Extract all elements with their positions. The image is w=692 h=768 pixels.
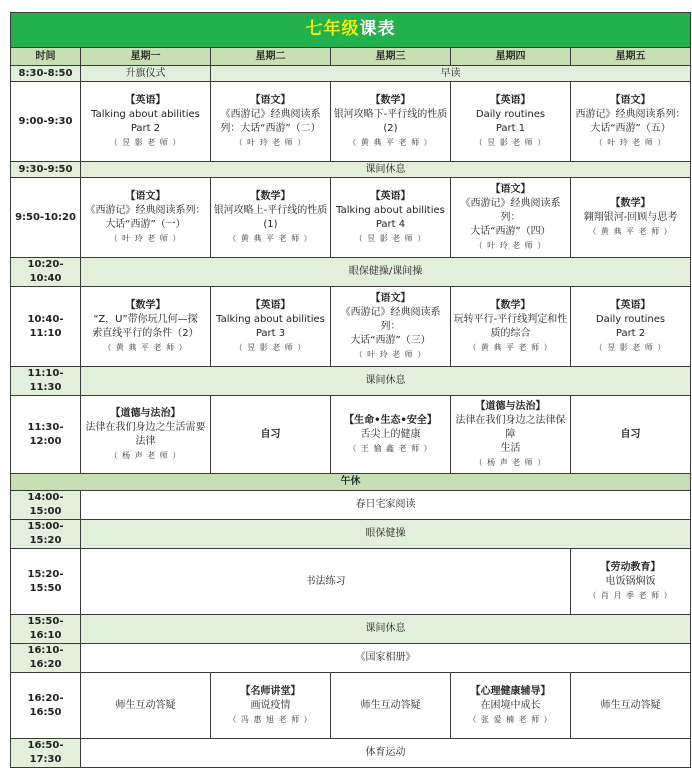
activity-cell: 课间休息 bbox=[81, 162, 691, 178]
header-tue: 星期二 bbox=[211, 48, 331, 66]
header-mon: 星期一 bbox=[81, 48, 211, 66]
activity-cell: 自习 bbox=[211, 396, 331, 474]
lesson-cell: 【数学】 银河攻略下-平行线的性质 (2) （ 黄 典 平 老 师 ） bbox=[331, 82, 451, 162]
time-cell: 14:00-15:00 bbox=[11, 491, 81, 520]
time-cell: 15:20-15:50 bbox=[11, 549, 81, 615]
table-row bbox=[11, 258, 691, 287]
time-cell: 9:50-10:20 bbox=[11, 178, 81, 258]
timetable bbox=[10, 12, 691, 768]
activity-cell: 升旗仪式 bbox=[81, 66, 211, 82]
table-row bbox=[11, 520, 691, 549]
lesson-cell: 【道德与法治】 法律在我们身边之生活需要 法律 （ 杨 声 老 师 ） bbox=[81, 396, 211, 474]
lesson-cell: 【英语】 Talking about abilities Part 4 （ 昱 影 老 师 ） bbox=[331, 178, 451, 258]
activity-cell: 师生互动答疑 bbox=[331, 673, 451, 739]
activity-cell: 师生互动答疑 bbox=[571, 673, 691, 739]
time-cell: 11:30-12:00 bbox=[11, 396, 81, 474]
time-cell: 15:50-16:10 bbox=[11, 615, 81, 644]
table-row bbox=[11, 178, 691, 258]
activity-cell: 早读 bbox=[211, 66, 691, 82]
table-row bbox=[11, 615, 691, 644]
lesson-cell: 【名师讲堂】 画说疫情 （ 冯 惠 旭 老 师 ） bbox=[211, 673, 331, 739]
lesson-cell: 【英语】 Daily routines Part 1 （ 昱 影 老 师 ） bbox=[451, 82, 571, 162]
lesson-cell: 【英语】 Talking about abilities Part 3 （ 昱 影 老 师 ） bbox=[211, 287, 331, 367]
time-cell: 16:10-16:20 bbox=[11, 644, 81, 673]
table-row bbox=[11, 66, 691, 82]
header-fri: 星期五 bbox=[571, 48, 691, 66]
table-row bbox=[11, 367, 691, 396]
table-row bbox=[11, 162, 691, 178]
lesson-cell: 【生命•生态•安全】 舌尖上的健康 （ 王 愉 鑫 老 师 ） bbox=[331, 396, 451, 474]
time-cell: 9:00-9:30 bbox=[11, 82, 81, 162]
activity-cell: 体育运动 bbox=[81, 739, 691, 768]
table-row bbox=[11, 549, 691, 615]
activity-cell: 自习 bbox=[571, 396, 691, 474]
lesson-cell: 【语文】 《西游记》经典阅读系列： 大话“西游”（一） （ 叶 玲 老 师 ） bbox=[81, 178, 211, 258]
activity-cell: 眼保健操 bbox=[81, 520, 691, 549]
time-cell: 10:20-10:40 bbox=[11, 258, 81, 287]
lesson-cell: 【数学】 “Z，U”带你玩几何—探 索直线平行的条件（2） （ 黄 典 平 老 师 ） bbox=[81, 287, 211, 367]
lesson-cell: 【语文】 西游记》经典阅读系列： 大话“西游”（五） （ 叶 玲 老 师 ） bbox=[571, 82, 691, 162]
header-thu: 星期四 bbox=[451, 48, 571, 66]
header-row bbox=[11, 48, 691, 66]
time-cell: 9:30-9:50 bbox=[11, 162, 81, 178]
lesson-cell: 【语文】 《西游记》经典阅读系列： 大话“西游”（三） （ 叶 玲 老 师 ） bbox=[331, 287, 451, 367]
table-row bbox=[11, 739, 691, 768]
lesson-cell: 【英语】 Daily routines Part 2 （ 昱 影 老 师 ） bbox=[571, 287, 691, 367]
title-banner bbox=[11, 13, 691, 48]
activity-cell: 春日宅家阅读 bbox=[81, 491, 691, 520]
table-row bbox=[11, 474, 691, 491]
header-time: 时间 bbox=[11, 48, 81, 66]
activity-cell: 眼保健操/课间操 bbox=[81, 258, 691, 287]
table-row bbox=[11, 287, 691, 367]
lesson-cell: 【语文】 《西游记》经典阅读系列： 大话“西游”（四） （ 叶 玲 老 师 ） bbox=[451, 178, 571, 258]
lesson-cell: 【数学】 翱翔银河-回顾与思考 （ 黄 典 平 老 师 ） bbox=[571, 178, 691, 258]
activity-cell: 《国家相册》 bbox=[81, 644, 691, 673]
lesson-cell: 【数学】 银河攻略上-平行线的性质 (1) （ 黄 典 平 老 师 ） bbox=[211, 178, 331, 258]
time-cell: 15:00-15:20 bbox=[11, 520, 81, 549]
time-cell: 10:40-11:10 bbox=[11, 287, 81, 367]
lunch-break: 午休 bbox=[11, 474, 691, 491]
lesson-cell: 【劳动教育】 电饭锅焖饭 （ 肖 月 季 老 师 ） bbox=[571, 549, 691, 615]
page-title: 七年级课表 bbox=[305, 18, 396, 39]
time-cell: 16:20-16:50 bbox=[11, 673, 81, 739]
lesson-cell: 【英语】 Talking about abilities Part 2 （ 昱 影 老 师 ） bbox=[81, 82, 211, 162]
time-cell: 8:30-8:50 bbox=[11, 66, 81, 82]
table-row bbox=[11, 644, 691, 673]
activity-cell: 师生互动答疑 bbox=[81, 673, 211, 739]
time-cell: 11:10-11:30 bbox=[11, 367, 81, 396]
header-wed: 星期三 bbox=[331, 48, 451, 66]
table-row bbox=[11, 491, 691, 520]
activity-cell: 课间休息 bbox=[81, 615, 691, 644]
time-cell: 16:50-17:30 bbox=[11, 739, 81, 768]
table-row bbox=[11, 673, 691, 739]
table-row bbox=[11, 82, 691, 162]
lesson-cell: 【语文】 《西游记》经典阅读系 列：大话“西游”（二） （ 叶 玲 老 师 ） bbox=[211, 82, 331, 162]
activity-cell: 书法练习 bbox=[81, 549, 571, 615]
lesson-cell: 【心理健康辅导】 在困境中成长 （ 张 爱 楠 老 师 ） bbox=[451, 673, 571, 739]
lesson-cell: 【数学】 玩转平行-平行线判定和性 质的综合 （ 黄 典 平 老 师 ） bbox=[451, 287, 571, 367]
activity-cell: 课间休息 bbox=[81, 367, 691, 396]
lesson-cell: 【道德与法治】 法律在我们身边之法律保障 生活 （ 杨 声 老 师 ） bbox=[451, 396, 571, 474]
table-row bbox=[11, 396, 691, 474]
